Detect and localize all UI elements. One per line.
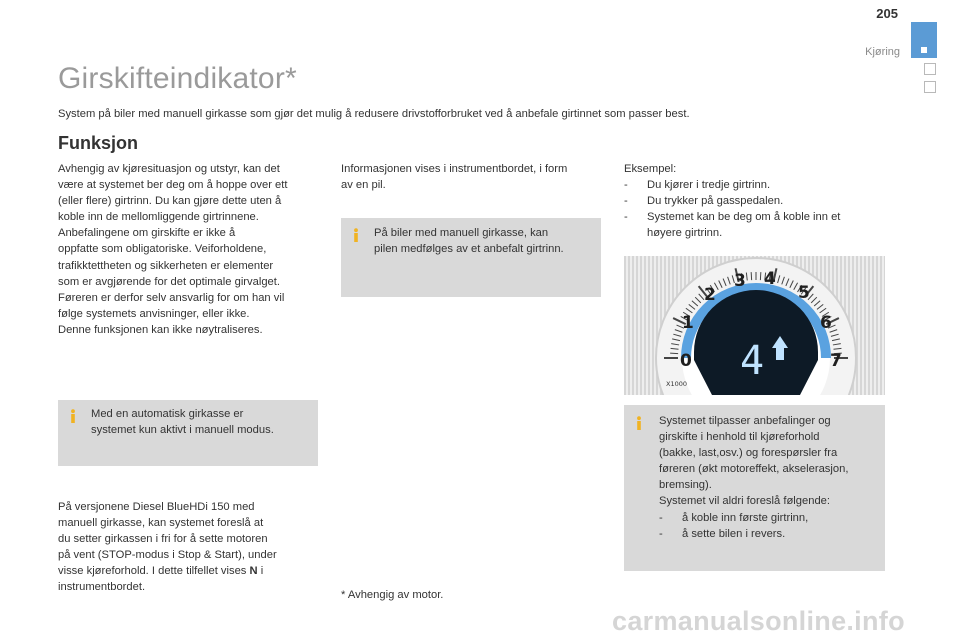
page-number: 205 [876, 6, 898, 21]
text-line: av en pil. [341, 179, 386, 192]
list-item: - Du kjører i tredje girtrinn. [624, 177, 886, 193]
info-line: Systemet vil aldri foreslå følgende: [659, 495, 830, 508]
col1-paragraph [58, 161, 323, 338]
info-icon [633, 416, 645, 430]
example-block [624, 161, 886, 241]
gauge-multiplier: X1000 [666, 380, 687, 388]
info-line: pilen medfølges av et anbefalt girtrinn. [374, 243, 564, 256]
text-line: Denne funksjonen kan ikke nøytraliseres. [58, 323, 263, 336]
example-list [624, 177, 886, 241]
col1-bluehdi-paragraph [58, 499, 323, 596]
example-label: Eksempel: [624, 163, 677, 175]
section-heading: Funksjon [58, 133, 138, 153]
list-item: - Systemet kan be deg om å koble inn et høyere girtrinn. [624, 209, 867, 241]
info-box-automatic [58, 400, 318, 466]
text-line: (eller flere) girtrinn. Du kan gjøre dette uten å [58, 195, 282, 208]
text-line: Informasjonen vises i instrumentbordet, i form [341, 163, 568, 175]
text-line: På versjonene Diesel BlueHDi 150 med [58, 501, 255, 513]
text-line: følge systemets anvisninger, eller ikke. [58, 307, 250, 320]
text-line: instrumentbordet. [58, 581, 146, 594]
text-line: på vent (STOP-modus i Stop & Start), under [58, 549, 277, 562]
info-line: Med en automatisk girkasse er [91, 408, 244, 420]
info-line: føreren (økt motoreffekt, akselerasjon, [659, 463, 849, 476]
text-line: som er avgjørende for det optimale girvalget. [58, 275, 280, 288]
neutral-gear-letter: N [249, 565, 258, 578]
gauge-label-4: 4 [764, 269, 776, 289]
info-line: Systemet tilpasser anbefalinger og [659, 415, 831, 427]
gauge-label-7: 7 [830, 351, 842, 371]
chapter-tab-active[interactable] [911, 22, 937, 58]
text-span: visse kjøreforhold. I dette tilfellet vises [58, 565, 250, 578]
text-line: være at systemet ber deg om å hoppe over ett [58, 179, 288, 192]
gauge-label-1: 1 [682, 313, 694, 333]
list-item: - Du trykker på gasspedalen. [624, 193, 886, 209]
col2-paragraph [341, 161, 606, 193]
text-line: koble inn de mellomliggende girtrinnene. [58, 211, 259, 224]
chapter-tab[interactable] [924, 81, 936, 93]
info-line: systemet kun aktivt i manuell modus. [91, 424, 274, 437]
info-line: (bakke, last,osv.) og forespørsler fra [659, 447, 838, 460]
text-line: manuell girkasse, kan systemet foreslå at [58, 517, 264, 530]
gauge-label-5: 5 [798, 283, 810, 303]
text-line: Avhengig av kjøresituasjon og utstyr, kan det [58, 163, 280, 175]
info-box-arrow [341, 218, 601, 297]
info-line: På biler med manuell girkasse, kan [374, 227, 549, 239]
chapter-tab[interactable] [924, 63, 936, 75]
gauge-label-2: 2 [704, 285, 716, 305]
text-line: du setter girkassen i fri for å sette motoren [58, 533, 268, 546]
tab-marker [921, 47, 927, 53]
intro-text: System på biler med manuell girkasse som gjør det mulig å redusere drivstofforbruket ved å anbefale girtinnet som passer best. [58, 108, 690, 120]
info-box-system [624, 405, 885, 571]
info-icon [67, 409, 79, 423]
gauge-label-0: 0 [680, 351, 692, 371]
info-line: bremsing). [659, 479, 712, 492]
list-item: - å koble inn første girtrinn, [659, 510, 881, 526]
recommended-gear-digit: 4 [740, 338, 765, 384]
footnote: * Avhengig av motor. [341, 589, 444, 601]
page-title: Girskifteindikator* [58, 62, 297, 95]
watermark: carmanualsonline.info [612, 606, 905, 636]
text-line: trafikktettheten og sikkerheten er elementer [58, 259, 274, 272]
text-line [58, 563, 323, 579]
text-line: oppfatte som obligatoriske. Veiforholdene, [58, 243, 267, 256]
section-label: Kjøring [865, 46, 900, 58]
gauge-label-3: 3 [734, 271, 746, 291]
gear-shift-gauge-illustration [624, 256, 885, 395]
info-line: girskifte i henhold til kjøreforhold [659, 431, 820, 444]
text-span: i [257, 565, 264, 578]
info-icon [350, 228, 362, 242]
list-item: - å sette bilen i revers. [659, 526, 881, 542]
info-list [659, 510, 881, 542]
gauge-label-6: 6 [820, 313, 832, 333]
title-asterisk: * [285, 62, 297, 95]
text-line: Føreren er derfor selv ansvarlig for om han vil [58, 291, 285, 304]
text-line: Anbefalingene om girskifte er ikke å [58, 227, 236, 240]
